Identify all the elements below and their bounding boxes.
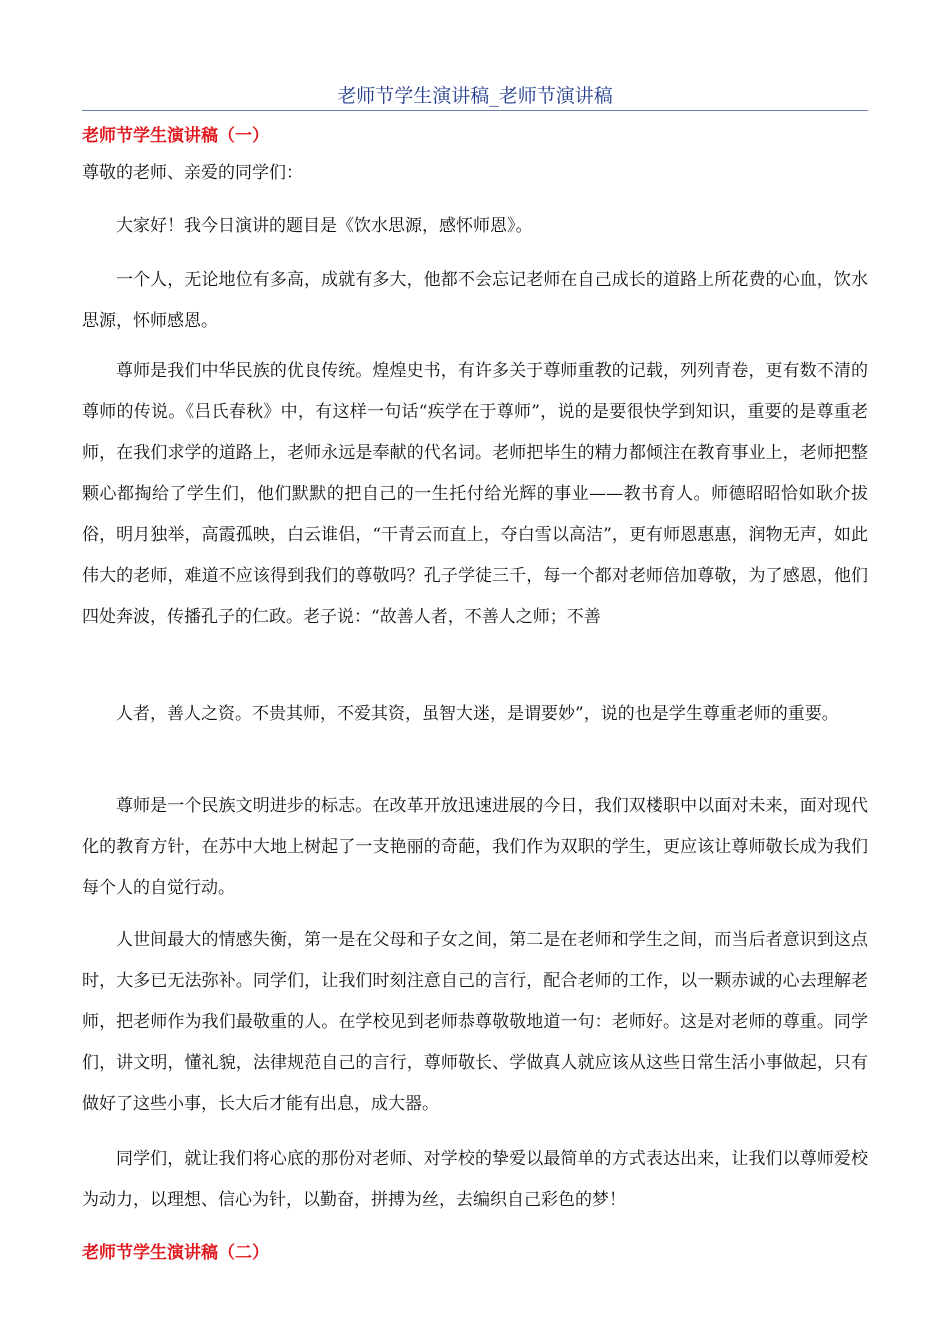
paragraph-5: 尊师是一个民族文明进步的标志。在改革开放迅速进展的今日，我们双楼职中以面对未来，面对现代化的教育方针，在苏中大地上树起了一支艳丽的奇葩，我们作为双职的学生，更应该让尊师敬长成为我们每个人的自觉行动。 xyxy=(82,796,868,898)
paragraph-1: 大家好！我今日演讲的题目是《饮水思源，感怀师恩》。 xyxy=(116,216,533,236)
document-title: 老师节学生演讲稿_老师节演讲稿 xyxy=(337,85,613,107)
section-heading-1: 老师节学生演讲稿（一） xyxy=(82,126,269,146)
section-heading-2: 老师节学生演讲稿（二） xyxy=(82,1243,269,1263)
paragraph-3: 尊师是我们中华民族的优良传统。煌煌史书，有许多关于尊师重教的记载，列列青卷，更有数不清的尊师的传说。《吕氏春秋》中，有这样一句话“疾学在于尊师”，说的是要很快学到知识，重要的是尊重老师，在我们求学的道路上，老师永远是奉献的代名词。老师把毕生的精力都倾注在教育事业上，老师把整颗心都掏给了学生们，他们默默的把自己的一生托付给光辉的事业——教书育人。师德昭昭恰如耿介拔俗，明月独举，高霞孤映，白云谁侣，“干青云而直上，夺白雪以高洁”，更有师恩惠惠，润物无声，如此伟大的老师，难道不应该得到我们的尊敬吗？孔子学徒三千，每一个都对老师倍加尊敬，为了感恩，他们四处奔波，传播孔子的仁政。老子说：“故善人者，不善人之师；不善 xyxy=(82,361,868,627)
paragraph-6: 人世间最大的情感失衡，第一是在父母和子女之间，第二是在老师和学生之间，而当后者意识到这点时，大多已无法弥补。同学们，让我们时刻注意自己的言行，配合老师的工作，以一颗赤诚的心去理解老师，把老师作为我们最敬重的人。在学校见到老师恭尊敬敬地道一句：老师好。这是对老师的尊重。同学们，讲文明，懂礼貌，法律规范自己的言行，尊师敬长、学做真人就应该从这些日常生活小事做起，只有做好了这些小事，长大后才能有出息，成大器。 xyxy=(82,930,868,1114)
header-divider xyxy=(82,110,868,111)
paragraph-2: 一个人，无论地位有多高，成就有多大，他都不会忘记老师在自己成长的道路上所花费的心血，饮水思源，怀师感恩。 xyxy=(82,270,868,331)
paragraph-4: 人者，善人之资。不贵其师，不爱其资，虽智大迷，是谓要妙”，说的也是学生尊重老师的重要。 xyxy=(116,704,839,724)
paragraph-7: 同学们，就让我们将心底的那份对老师、对学校的挚爱以最简单的方式表达出来，让我们以尊师爱校为动力，以理想、信心为针，以勤奋，拼搏为丝，去编织自己彩色的梦！ xyxy=(82,1149,868,1210)
salutation: 尊敬的老师、亲爱的同学们： xyxy=(82,163,303,183)
